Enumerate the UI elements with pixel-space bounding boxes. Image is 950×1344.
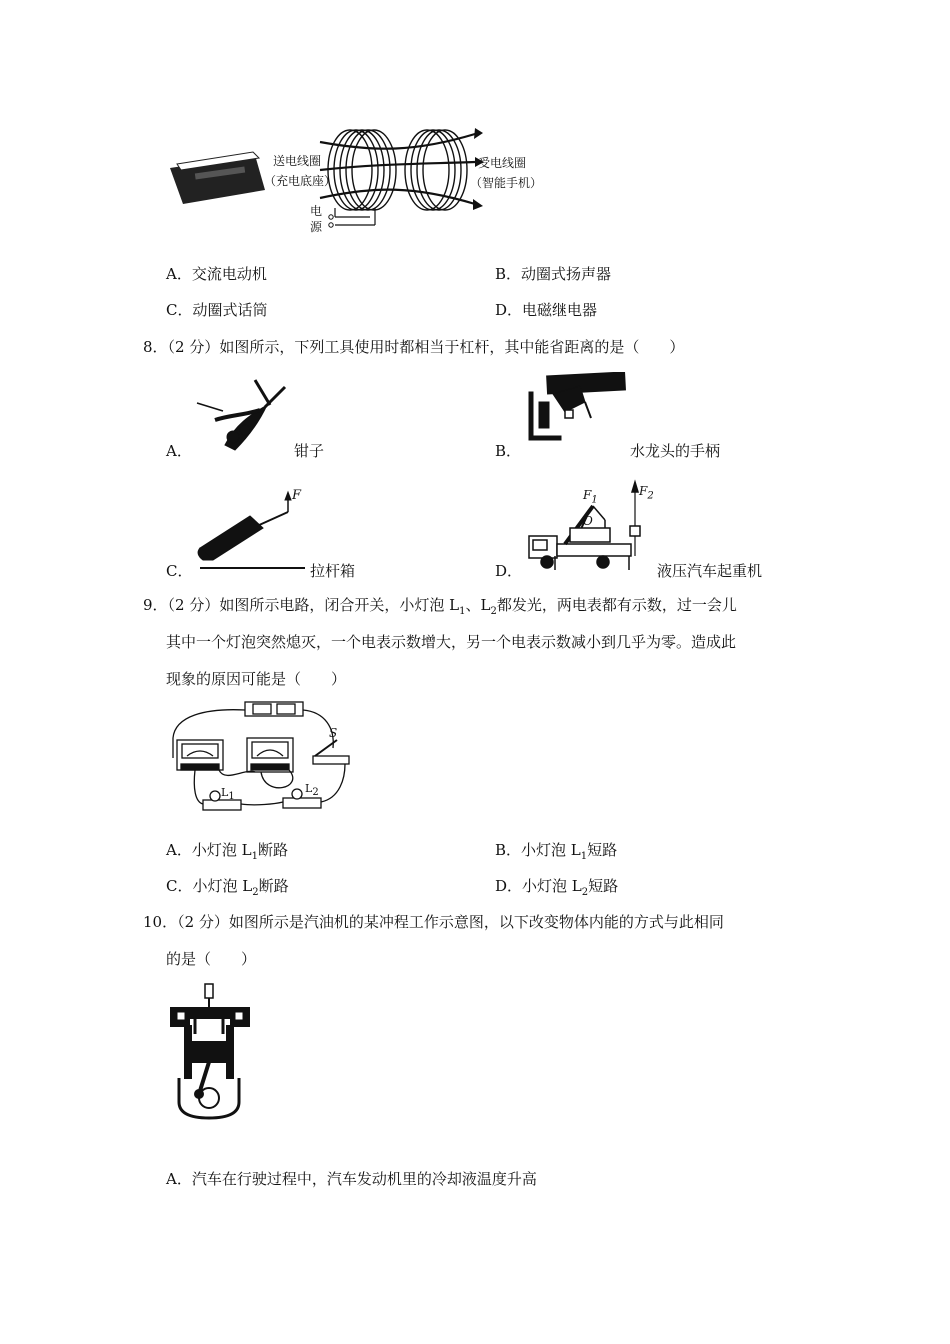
q8-option-b-letter[interactable]: B．: [495, 442, 522, 460]
q9-option-c[interactable]: C．小灯泡 $L_2$断路: [166, 877, 289, 898]
q9-option-d[interactable]: D．小灯泡 $L_2$短路: [495, 877, 619, 898]
q9-circuit-figure: [165, 698, 355, 818]
q8-option-c-text: 拉杆箱: [310, 562, 356, 580]
q7-figure-wireless-charging: [165, 120, 545, 240]
field-lines: [320, 134, 475, 204]
q9-option-b[interactable]: B．小灯泡 $L_1$短路: [495, 841, 618, 862]
trolley-case-image: [195, 488, 310, 572]
force-f1-label: $F_1$: [583, 488, 598, 506]
power-label-2: 源: [310, 220, 323, 234]
pliers-image: [195, 375, 295, 455]
q8-option-b-text: 水龙头的手柄: [630, 442, 721, 460]
q9-stem-line1: 9．（2 分）如图所示电路，闭合开关，小灯泡 $L_1$、$L_2$都发光，两电表都有示数，过一会儿: [143, 596, 737, 617]
force-f2-label: $F_2$: [639, 484, 654, 502]
lamp-l2-label: $L_2$: [305, 782, 319, 799]
q7-option-d[interactable]: D．电磁继电器: [495, 301, 598, 319]
q10-option-a[interactable]: A．汽车在行驶过程中，汽车发动机里的冷却液温度升高: [166, 1170, 537, 1188]
q10-stem-line1: 10．（2 分）如图所示是汽油机的某冲程工作示意图，以下改变物体内能的方式与此相同: [143, 913, 724, 931]
q8-option-c-letter[interactable]: C．: [166, 562, 193, 580]
crane-truck-image: [525, 478, 655, 573]
receive-coil-image: [405, 130, 467, 210]
pivot-o-label: O: [583, 514, 593, 528]
q7-option-c[interactable]: C．动圈式话筒: [166, 301, 268, 319]
q8-stem: 8．（2 分）如图所示，下列工具使用时都相当于杠杆，其中能省距离的是（ ）: [143, 338, 685, 356]
send-coil-image: [328, 130, 396, 210]
smartphone-label: （智能手机）: [470, 176, 543, 190]
charging-base-label: （充电底座）: [264, 174, 337, 188]
q9-option-a[interactable]: A．小灯泡 $L_1$断路: [166, 841, 288, 862]
q7-option-a[interactable]: A．交流电动机: [166, 265, 267, 283]
q9-stem-line2: 其中一个灯泡突然熄灭，一个电表示数增大，另一个电表示数减小到几乎为零。造成此: [166, 633, 737, 651]
charging-base-image: [170, 152, 265, 204]
force-f-label: F: [292, 488, 302, 503]
switch-s-label: S: [329, 726, 338, 740]
receive-coil-label: 受电线圈: [478, 156, 527, 170]
q8-option-d-letter[interactable]: D．: [495, 562, 523, 580]
engine-stroke-figure: [165, 982, 255, 1122]
send-coil-label: 送电线圈: [273, 154, 322, 168]
q8-option-a-letter[interactable]: A．: [166, 442, 192, 460]
q9-stem-line3: 现象的原因可能是（ ）: [166, 670, 347, 688]
power-label-1: 电: [310, 204, 323, 218]
faucet-handle-image: [525, 372, 630, 442]
q10-stem-line2: 的是（ ）: [166, 950, 257, 968]
q7-option-b[interactable]: B．动圈式扬声器: [495, 265, 612, 283]
q8-option-a-text: 钳子: [294, 442, 325, 460]
q8-option-d-text: 液压汽车起重机: [657, 562, 763, 580]
lamp-l1-label: $L_1$: [221, 786, 235, 803]
